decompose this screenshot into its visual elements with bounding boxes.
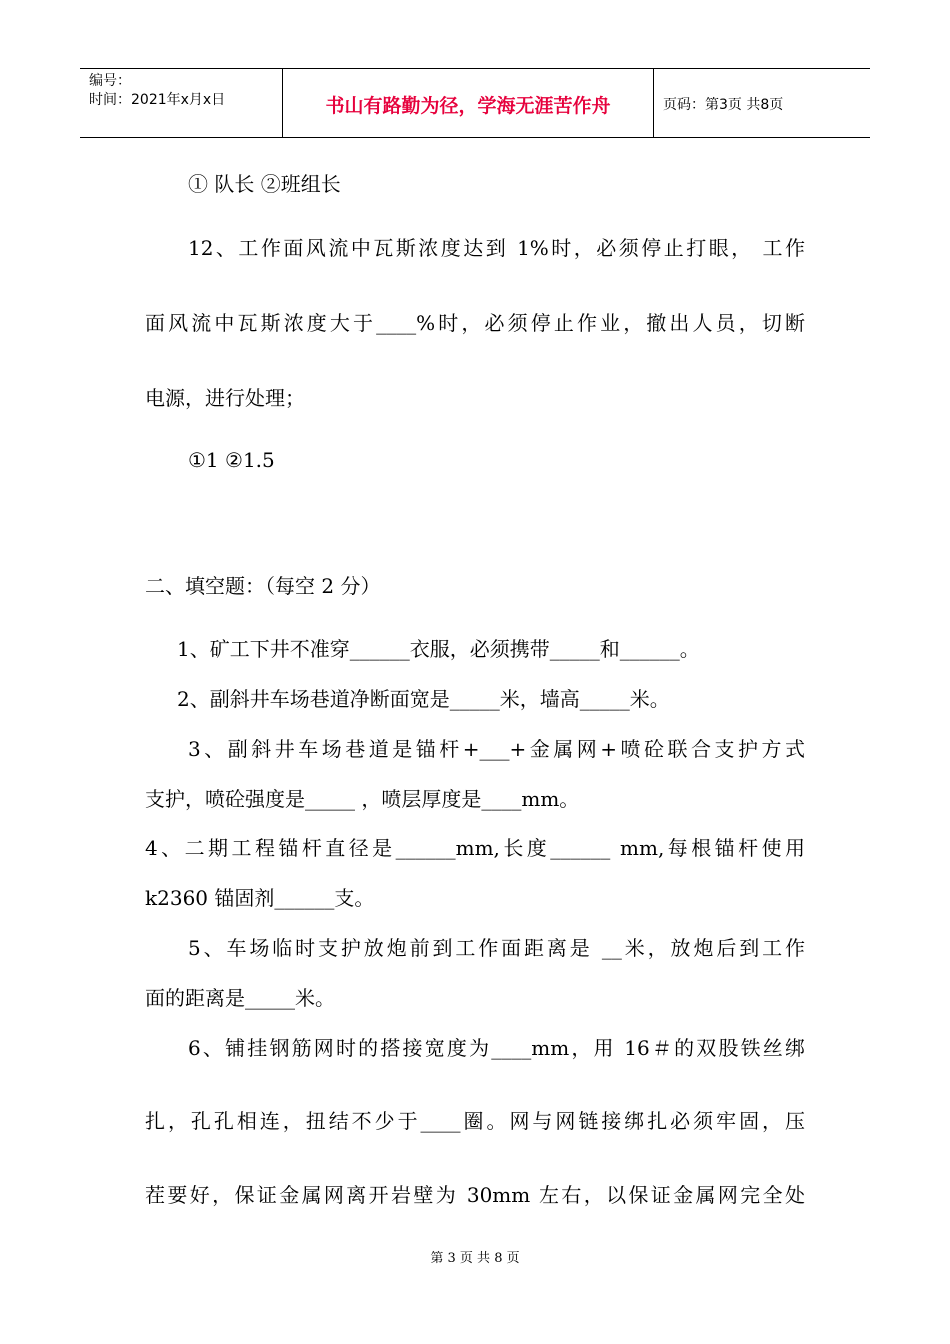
header-page-info: 页码：第3页 共8页 bbox=[663, 97, 784, 113]
section-title-fill-in: 二、填空题：（每空 2 分） bbox=[145, 574, 381, 598]
document-time-label: 时间：2021年x月x日 bbox=[89, 92, 226, 108]
question-12-options: ①1 ②1.5 bbox=[188, 448, 275, 472]
fill-question-4-line-2 bbox=[145, 885, 374, 911]
fill-question-2-text: 2、副斜井车场巷道净断面宽是_____米，墙高 bbox=[177, 687, 580, 711]
question-12-text-a: 面风流中瓦斯浓度大于 bbox=[145, 311, 377, 335]
fill-question-2-end: 。 bbox=[649, 687, 670, 711]
header-motto-cell bbox=[282, 69, 654, 137]
question-12-line-1: 12、工作面风流中瓦斯浓度达到 1%时，必须停止打眼， 工作 bbox=[188, 236, 805, 260]
fill-question-3-line-1: 3、副斜井车场巷道是锚杆+___+金属网+喷砼联合支护方式 bbox=[188, 737, 805, 761]
page-footer: 第 3 页 共 8 页 bbox=[430, 1251, 520, 1266]
fill-question-2-blank: _____米 bbox=[579, 687, 650, 711]
fill-question-4-end: 。 bbox=[354, 886, 375, 910]
question-12-blank: ____ bbox=[376, 311, 417, 335]
fill-question-6-line-1: 6、铺挂钢筋网时的搭接宽度为____mm，用 16＃的双股铁丝绑 bbox=[188, 1036, 805, 1060]
fill-question-4-text: k2360 锚固剂 bbox=[145, 886, 275, 910]
header-page-cell bbox=[654, 69, 870, 137]
fill-question-6-line-3: 茬要好，保证金属网离开岩壁为 30mm 左右，以保证金属网完全处 bbox=[145, 1183, 805, 1207]
fill-question-2 bbox=[177, 686, 670, 712]
fill-question-4-blank: ______支 bbox=[274, 886, 355, 910]
document-number-label: 编号： bbox=[89, 73, 131, 89]
fill-question-6-line-2: 扎，孔孔相连，扭结不少于____圈。网与网链接绑扎必须牢固，压 bbox=[145, 1109, 805, 1133]
fill-question-3-line-2: 支护，喷砼强度是_____ ，喷层厚度是____mm。 bbox=[145, 787, 580, 811]
fill-question-4-line-1: 4、二期工程锚杆直径是______mm,长度______ mm,每根锚杆使用 bbox=[145, 836, 805, 860]
fill-question-1: 1、矿工下井不准穿______衣服，必须携带_____和______。 bbox=[177, 637, 700, 661]
header-motto: 书山有路勤为径，学海无涯苦作舟 bbox=[325, 95, 611, 117]
fill-question-5-text: 面的距离是 bbox=[145, 986, 245, 1010]
fill-question-5-blank: _____米。 bbox=[245, 986, 335, 1010]
question-11-options: ① 队长 ②班组长 bbox=[188, 172, 341, 196]
fill-question-5-line-1: 5、车场临时支护放炮前到工作面距离是 __米，放炮后到工作 bbox=[188, 936, 805, 960]
question-12-line-3: 电源，进行处理； bbox=[145, 386, 305, 410]
header-left-cell bbox=[80, 69, 282, 137]
question-12-text-b: %时，必须停止作业，撤出人员，切断 bbox=[416, 311, 805, 335]
page-header bbox=[80, 68, 870, 138]
fill-question-5-line-2 bbox=[145, 985, 335, 1011]
question-12-line-2 bbox=[145, 310, 805, 336]
